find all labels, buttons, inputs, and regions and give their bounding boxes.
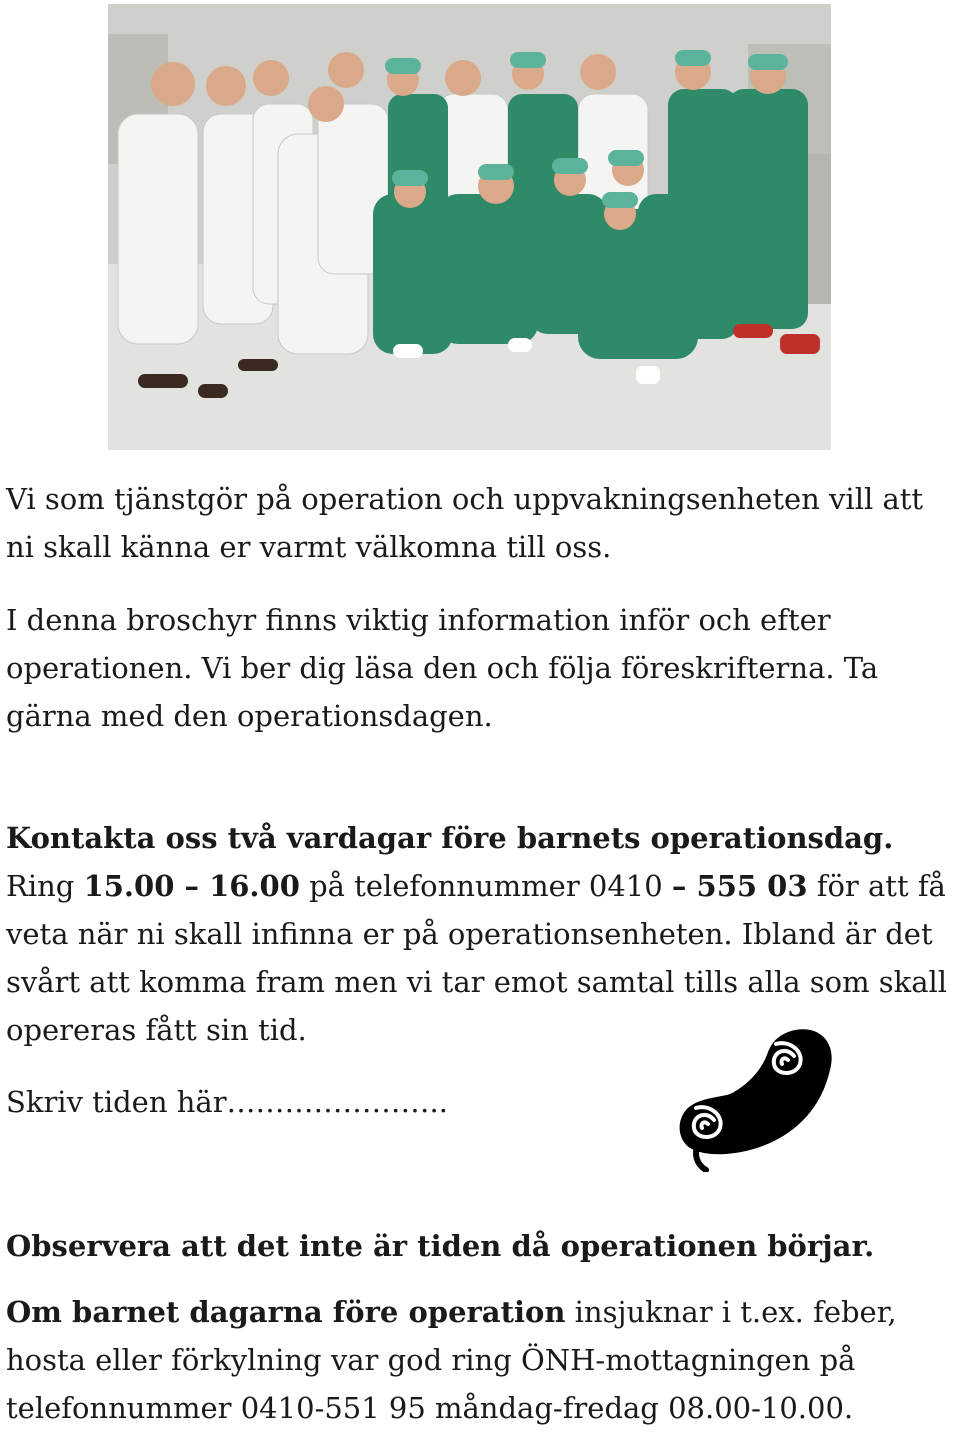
contact-block: [6, 814, 956, 1054]
contact-heading: Kontakta oss två vardagar före barnets operationsdag.: [6, 821, 894, 855]
write-time-line: Skriv tiden här…………………..: [6, 1085, 448, 1119]
intro-paragraph-1: Vi som tjänstgör på operation och uppvakningsenheten vill att ni skall känna er varmt välkomna till oss.: [6, 482, 924, 564]
contact-ring-label: Ring: [6, 869, 84, 903]
contact-phone-prefix: på telefonnummer 0410: [299, 869, 672, 903]
contact-details: för att få veta när ni skall infinna er på operationsenheten. Ibland är det svårt att komma fram men vi tar emot samtal tills alla som skall opereras fått sin tid.: [6, 869, 948, 1047]
contact-time: 15.00 – 16.00: [83, 869, 300, 903]
telephone-handset-icon: [676, 1022, 834, 1172]
intro-paragraph-2: I denna broschyr finns viktig information inför och efter operationen. Vi ber dig läsa den och följa föreskrifterna. Ta gärna med den operationsdagen.: [6, 603, 879, 733]
illness-lead: Om barnet dagarna före operation: [6, 1295, 566, 1329]
notice-text: Observera att det inte är tiden då operationen börjar.: [6, 1229, 875, 1263]
illness-instructions: insjuknar i t.ex. feber, hosta eller förkylning var god ring ÖNH-mottagningen på telefonnummer 0410-551 95 måndag-fredag 08.00-10.00.: [6, 1295, 897, 1425]
illness-paragraph: [6, 1288, 956, 1432]
contact-phone-number: – 555 03: [671, 869, 808, 903]
staff-group-photo: [108, 4, 831, 450]
notice-paragraph: [6, 1222, 956, 1270]
